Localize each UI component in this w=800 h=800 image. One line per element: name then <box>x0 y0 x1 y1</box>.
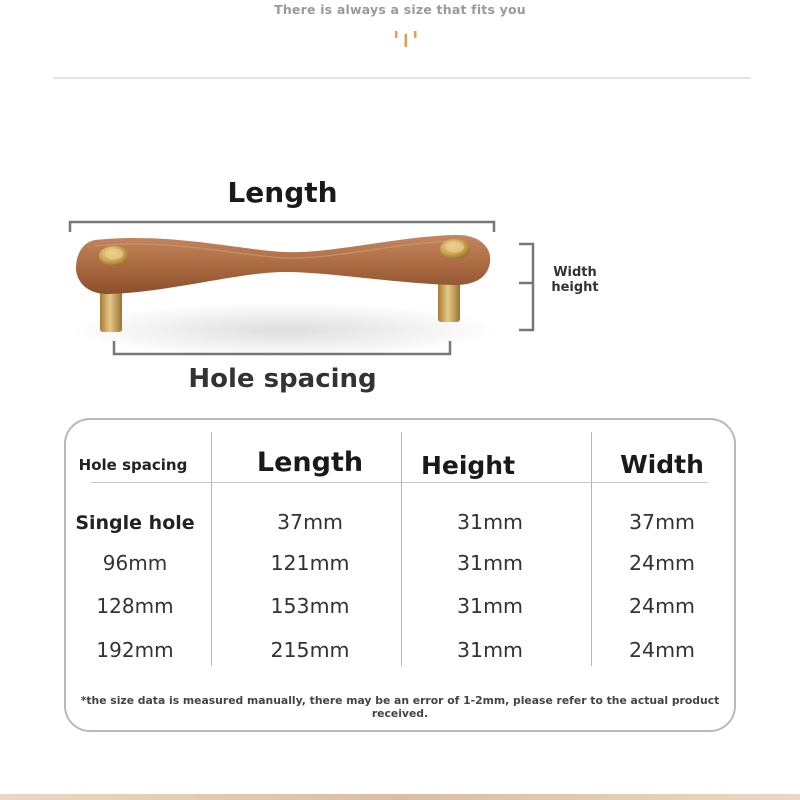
tagline: There is always a size that fits you <box>274 2 526 17</box>
bottom-strip <box>0 794 800 800</box>
height-label: height <box>551 279 599 295</box>
header-divider <box>91 482 708 483</box>
row-length: 153mm <box>270 594 350 618</box>
header-length: Length <box>256 447 364 478</box>
row-width: 37mm <box>628 510 696 534</box>
width-height-label <box>545 266 605 295</box>
row-width: 24mm <box>628 594 696 618</box>
length-label: Length <box>227 176 338 209</box>
row-length: 215mm <box>270 638 350 662</box>
row-length: 37mm <box>276 510 344 534</box>
row-height: 31mm <box>456 551 524 575</box>
product-shadow <box>70 302 500 358</box>
width-label: Width <box>553 265 597 280</box>
hole-spacing-label: Hole spacing <box>188 364 377 394</box>
header-width: Width <box>620 450 704 479</box>
length-bracket <box>70 222 494 232</box>
row-height: 31mm <box>456 594 524 618</box>
row-hole-spacing: 192mm <box>96 638 174 662</box>
row-hole-spacing: Single hole <box>75 512 195 534</box>
row-width: 24mm <box>628 551 696 575</box>
width-height-bracket <box>519 244 533 330</box>
column-divider <box>211 432 212 666</box>
row-height: 31mm <box>456 638 524 662</box>
footnote: *the size data is measured manually, there may be an error of 1-2mm, please refer to the actual product received. <box>80 694 720 720</box>
row-length: 121mm <box>270 551 350 575</box>
header-height: Height <box>420 451 516 480</box>
row-hole-spacing: 128mm <box>96 594 174 618</box>
row-height: 31mm <box>456 510 524 534</box>
row-width: 24mm <box>628 638 696 662</box>
header-hole-spacing: Hole spacing <box>78 456 188 474</box>
column-divider <box>591 432 592 666</box>
row-hole-spacing: 96mm <box>102 551 168 575</box>
